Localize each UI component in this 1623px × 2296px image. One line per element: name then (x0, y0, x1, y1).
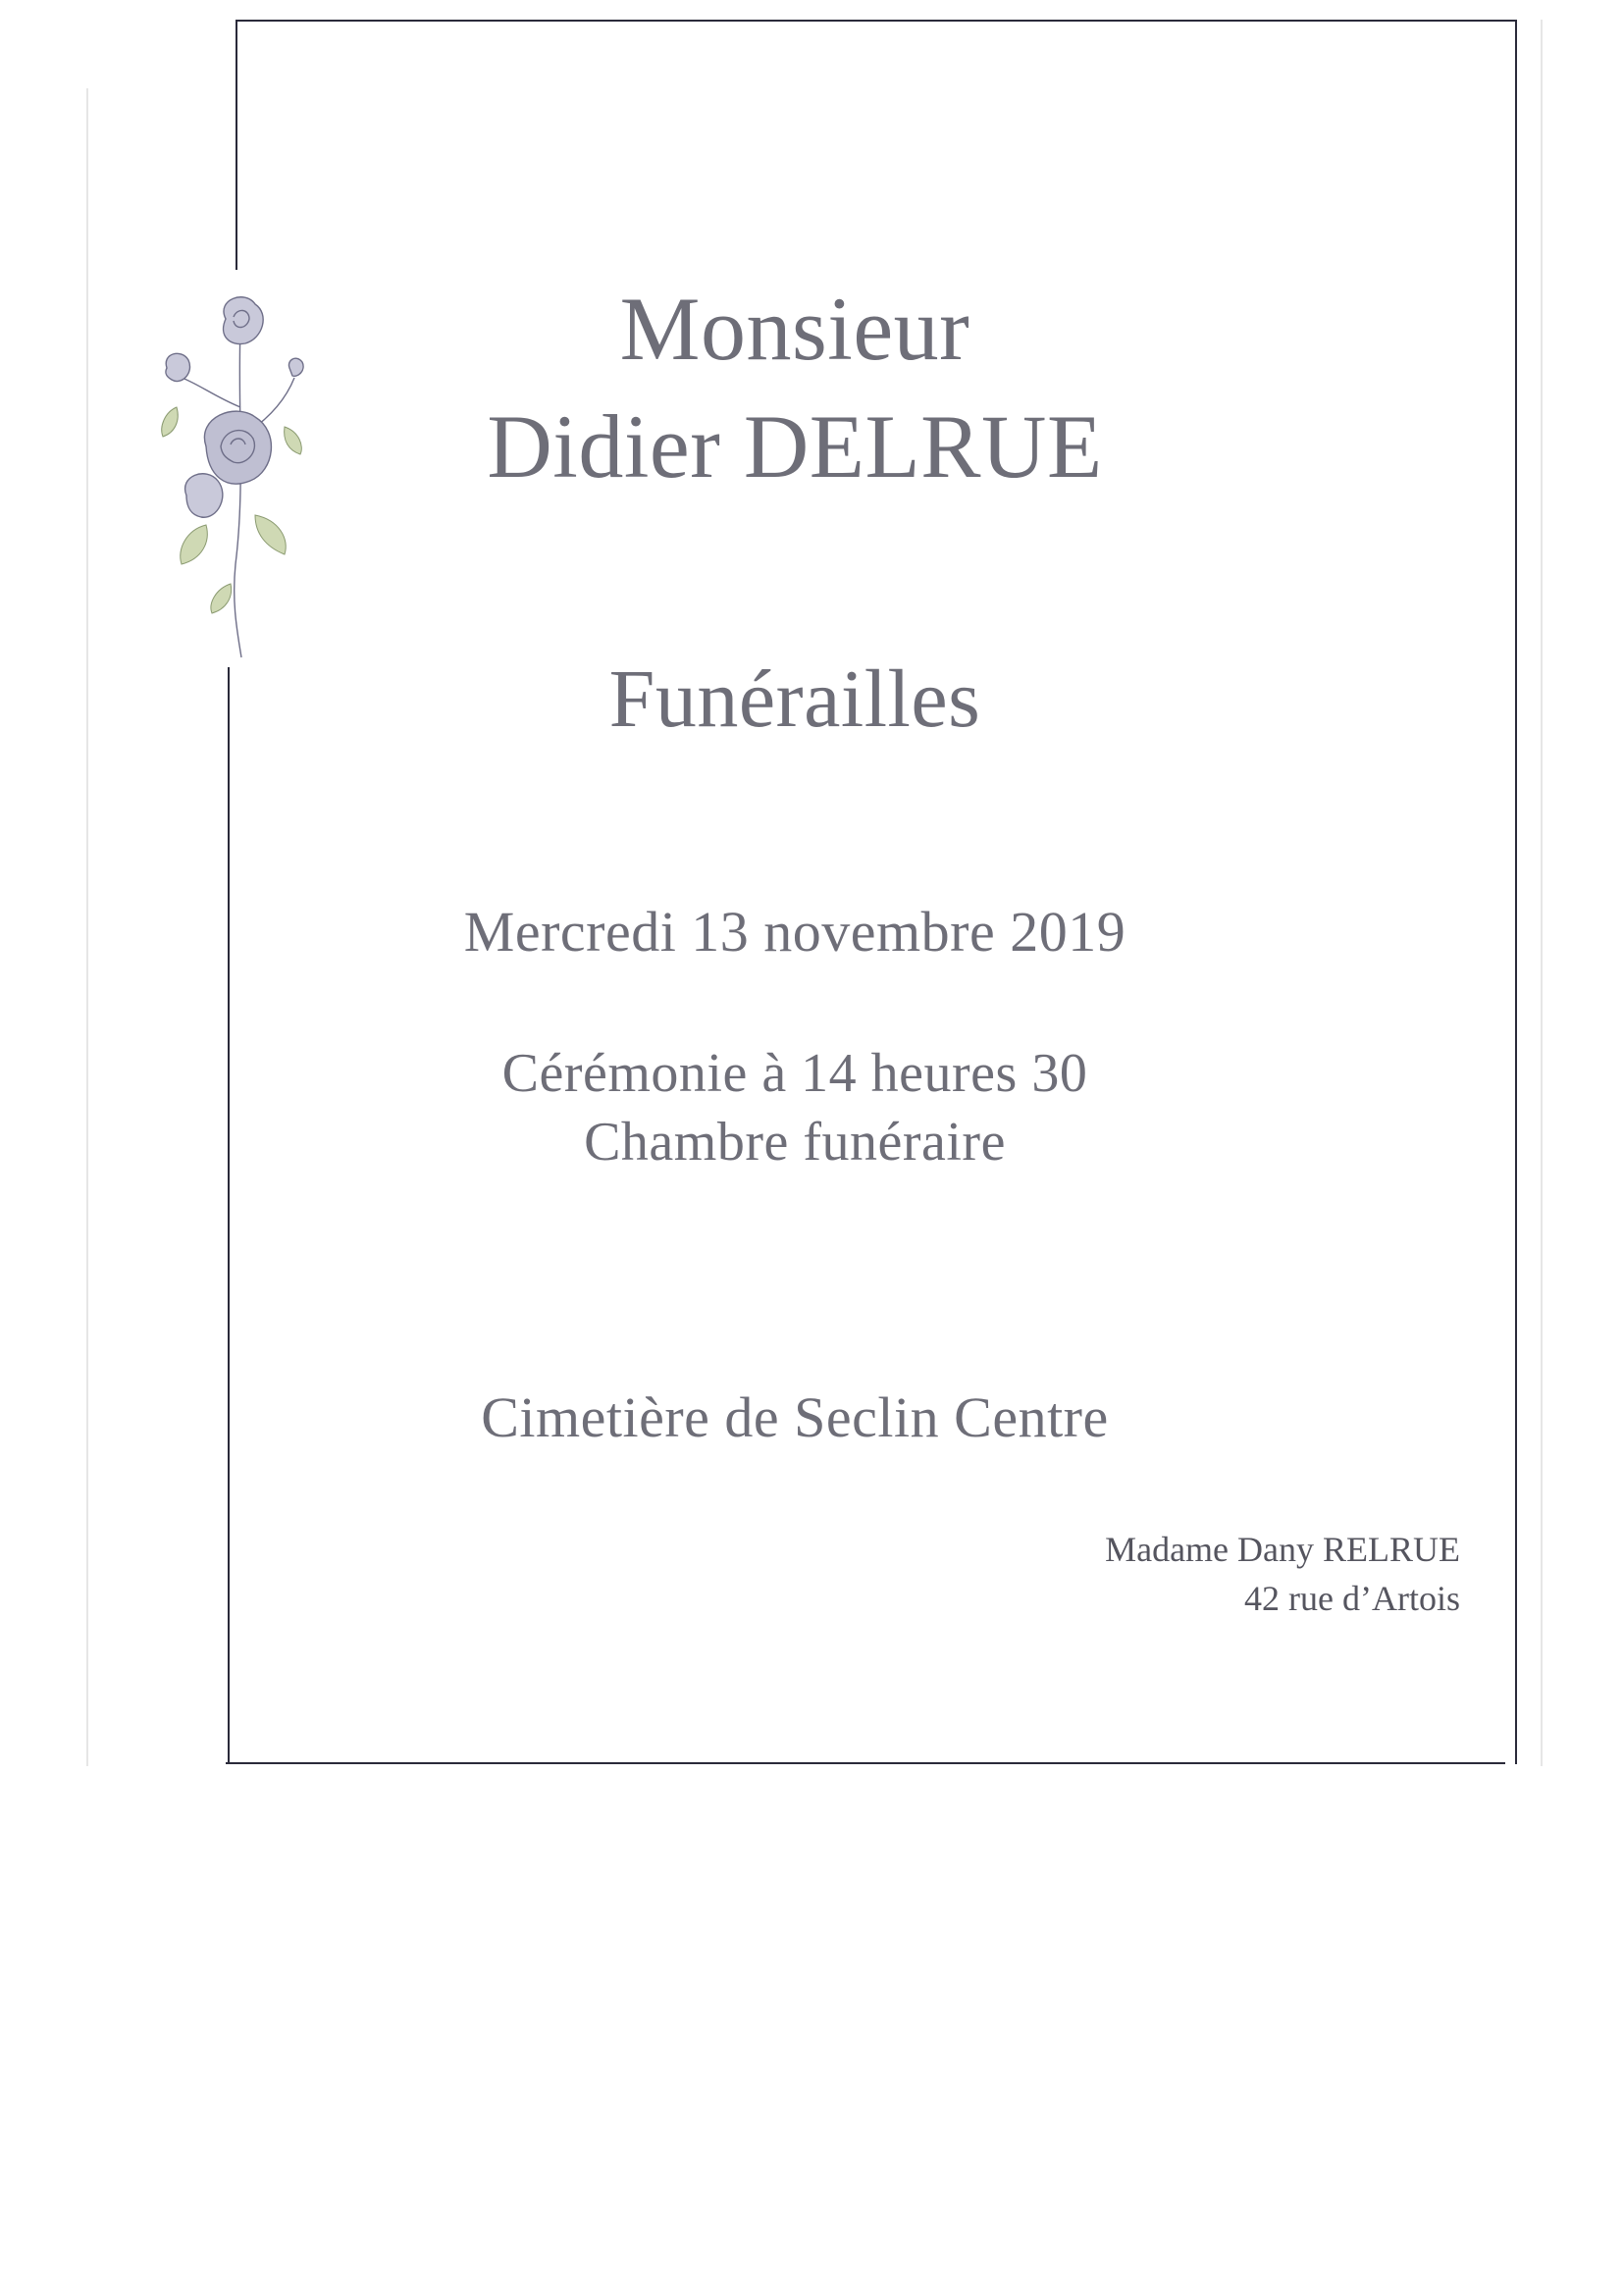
cemetery-name: Cimetière de Seclin Centre (481, 1385, 1109, 1449)
ceremony-time: Cérémonie à 14 heures 30 (501, 1043, 1088, 1104)
frame-border-right (1515, 20, 1517, 1764)
funeral-date: Mercredi 13 novembre 2019 (463, 900, 1126, 964)
scan-edge-left (86, 88, 88, 1766)
deceased-name: Didier DELRUE (487, 396, 1103, 496)
ceremony-location: Chambre funéraire (584, 1112, 1006, 1173)
honorific-title: Monsieur (619, 279, 970, 379)
contact-address: 42 rue d’Artois (1244, 1579, 1460, 1618)
rose-icon (147, 289, 324, 662)
frame-border-top (237, 20, 1517, 22)
funeral-heading: Funérailles (608, 653, 981, 745)
contact-name: Madame Dany RELRUE (1105, 1530, 1460, 1569)
frame-border-left-upper (236, 20, 237, 270)
scan-edge-right (1541, 20, 1543, 1766)
frame-border-left-lower (228, 667, 230, 1764)
frame-border-bottom (226, 1762, 1505, 1764)
